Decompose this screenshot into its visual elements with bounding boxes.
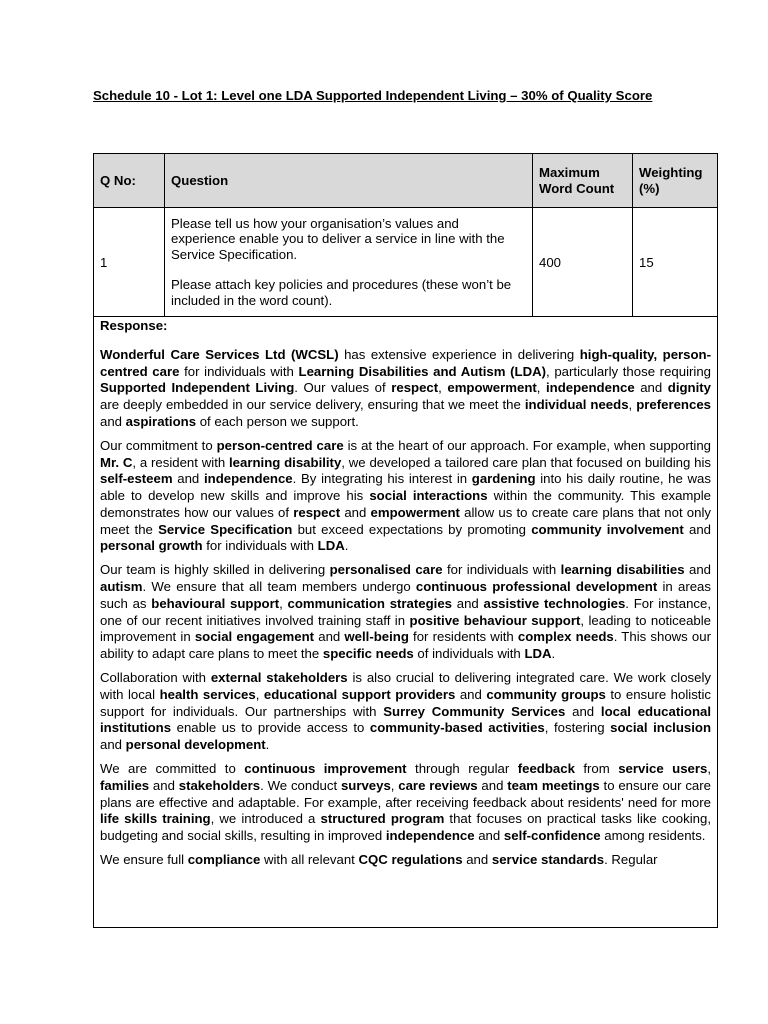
response-emphasis: social interactions (369, 488, 488, 504)
response-text: among residents. (600, 827, 706, 843)
response-emphasis: feedback (517, 761, 575, 777)
response-row (94, 317, 718, 928)
response-text: and (683, 521, 711, 537)
response-emphasis: respect (391, 380, 439, 396)
response-emphasis: dignity (667, 380, 711, 396)
cell-question (165, 208, 533, 317)
response-emphasis: complex needs (517, 629, 614, 645)
response-emphasis: individual needs (524, 397, 629, 413)
response-text: in areas such as (100, 579, 711, 611)
response-text: is at the heart of our approach. For example, when supporting (343, 438, 711, 454)
response-emphasis: LDA (317, 538, 345, 554)
response-text: , (628, 397, 637, 413)
response-emphasis: social inclusion (610, 720, 711, 736)
response-text: for residents with (408, 629, 518, 645)
response-emphasis: social engagement (194, 629, 315, 645)
response-text: allow us to create care plans that not only meet the (100, 504, 711, 537)
response-emphasis: self-esteem (100, 471, 173, 487)
response-text: through regular (406, 761, 518, 777)
response-emphasis: preferences (636, 397, 711, 413)
header-question: Question (165, 154, 533, 208)
response-paragraph (100, 670, 711, 754)
response-emphasis: health services (159, 686, 256, 702)
response-paragraph (100, 761, 711, 845)
response-emphasis: Mr. C (100, 454, 133, 470)
response-emphasis: LDA (524, 645, 552, 661)
response-emphasis: CQC regulations (358, 852, 463, 868)
response-text: Our team is highly skilled in delivering (100, 562, 330, 578)
response-text: that focuses on practical tasks like cooking, budgeting and social skills, resulting in improved (100, 811, 711, 843)
response-emphasis: independence (203, 471, 293, 487)
response-text: , (390, 777, 399, 793)
response-text: . For instance, one of our recent initiatives involved training staff in (100, 595, 711, 628)
response-text: and (684, 562, 711, 578)
response-text: and (452, 595, 484, 611)
response-emphasis: team meetings (507, 777, 600, 793)
response-emphasis: high-quality, person-centred care (100, 347, 711, 379)
response-emphasis: learning disability (229, 454, 342, 470)
response-text: and (149, 777, 179, 793)
response-text: , (536, 380, 546, 396)
response-text: , leading to noticeable improvement in (100, 612, 711, 645)
response-paragraph (100, 438, 711, 555)
response-text: and (565, 703, 601, 719)
response-emphasis: continuous professional development (415, 579, 658, 595)
response-text: , we developed a tailored care plan that focused on building his (341, 454, 711, 470)
response-text: . Our values of (294, 380, 392, 396)
response-emphasis: external stakeholders (210, 670, 348, 686)
response-text: . Regular (604, 852, 658, 868)
response-text: , (438, 380, 448, 396)
response-emphasis: families (100, 777, 150, 793)
response-emphasis: independence (385, 827, 475, 843)
response-emphasis: respect (293, 504, 341, 520)
response-text: . By integrating his interest in (292, 471, 472, 487)
response-text: to ensure our care plans are effective and adaptable. For example, after receiving feedback about residents' need for more (100, 777, 711, 810)
response-emphasis: community involvement (531, 521, 684, 537)
response-label: Response: (100, 317, 168, 333)
response-body (100, 318, 711, 927)
response-emphasis: compliance (187, 852, 261, 868)
response-text: and (100, 736, 126, 752)
response-paragraph (100, 347, 711, 431)
response-text: . This shows our ability to adapt care plans to meet the (100, 629, 711, 661)
response-emphasis: Service Specification (158, 521, 293, 537)
response-emphasis: gardening (471, 471, 536, 487)
table-row (94, 208, 718, 317)
response-emphasis: surveys (340, 777, 391, 793)
response-emphasis: specific needs (322, 645, 414, 661)
response-emphasis: autism (100, 579, 143, 595)
response-text: and (340, 504, 371, 520)
response-emphasis: service users (618, 761, 708, 777)
response-text: for individuals with (442, 562, 561, 578)
response-text: of each person we support. (196, 413, 359, 429)
response-text: , we introduced a (210, 811, 321, 827)
response-emphasis: behavioural support (151, 595, 280, 611)
response-emphasis: local educational institutions (100, 703, 711, 736)
question-table (93, 153, 718, 928)
response-emphasis: Wonderful Care Services Ltd (WCSL) (100, 347, 339, 362)
response-text: from (574, 761, 619, 777)
response-text: , particularly those requiring (546, 363, 711, 379)
response-text: Our commitment to (100, 438, 217, 454)
cell-weighting: 15 (633, 208, 718, 317)
response-emphasis: service standards (491, 852, 605, 868)
response-text: We ensure full (100, 852, 188, 868)
response-text: . (551, 645, 556, 661)
response-emphasis: Surrey Community Services (383, 703, 566, 719)
header-q-no: Q No: (94, 154, 165, 208)
response-text: but exceed expectations by promoting (292, 521, 532, 537)
response-text: and (314, 629, 345, 645)
response-text: , (255, 686, 264, 702)
response-text: and (462, 852, 492, 868)
response-text: is also crucial to delivering integrated care. We work closely with local (100, 670, 711, 702)
question-text: Please tell us how your organisation’s values and experience enable you to deliver a service in line with the Service Specification. (171, 215, 505, 262)
response-text: are deeply embedded in our service delivery, ensuring that we meet the (100, 397, 525, 413)
response-text: . We ensure that all team members undergo (142, 579, 416, 595)
response-text: has extensive experience in delivering (338, 347, 580, 362)
question-note: Please attach key policies and procedures (these won’t be included in the word count). (171, 277, 512, 308)
response-emphasis: learning disabilities (560, 562, 685, 578)
response-paragraphs (100, 347, 711, 869)
response-emphasis: care reviews (398, 777, 478, 793)
response-emphasis: personal development (125, 736, 266, 752)
response-text: and (455, 686, 487, 702)
response-emphasis: structured program (320, 811, 445, 827)
response-paragraph (100, 562, 711, 662)
response-emphasis: community-based activities (369, 720, 545, 736)
cell-max-word-count: 400 (533, 208, 633, 317)
response-text: to ensure holistic support for individuals. Our partnerships with (100, 686, 711, 719)
response-emphasis: educational support providers (263, 686, 456, 702)
response-emphasis: continuous improvement (244, 761, 407, 777)
response-emphasis: independence (546, 380, 635, 396)
response-text: , (707, 761, 711, 777)
response-text: enable us to provide access to (171, 720, 370, 736)
response-text: into his daily routine, he was able to develop new skills and improve his (100, 471, 711, 504)
response-text: of individuals with (413, 645, 525, 661)
cell-q-no: 1 (94, 208, 165, 317)
response-cell (94, 317, 718, 928)
header-weighting: Weighting (%) (633, 154, 718, 208)
table-header-row (94, 154, 718, 208)
response-text: with all relevant (260, 852, 359, 868)
header-max-word-count: Maximum Word Count (533, 154, 633, 208)
response-paragraph (100, 852, 711, 869)
response-emphasis: self-confidence (503, 827, 601, 843)
response-emphasis: community groups (486, 686, 606, 702)
response-text: and (477, 777, 508, 793)
response-text: Collaboration with (100, 670, 211, 686)
response-emphasis: person-centred care (216, 438, 344, 454)
response-emphasis: positive behaviour support (409, 612, 581, 628)
response-emphasis: personalised care (329, 562, 443, 578)
response-text: . (344, 538, 349, 554)
response-text: , fostering (544, 720, 611, 736)
response-text: and (100, 413, 126, 429)
response-text: We are committed to (100, 761, 245, 777)
response-emphasis: communication strategies (287, 595, 453, 611)
response-text: and (634, 380, 668, 396)
response-emphasis: empowerment (447, 380, 537, 396)
response-emphasis: stakeholders (178, 777, 261, 793)
response-emphasis: assistive technologies (483, 595, 626, 611)
response-emphasis: life skills training (100, 811, 211, 827)
response-emphasis: Supported Independent Living (100, 380, 295, 396)
response-text: . We conduct (260, 777, 341, 793)
response-text: for individuals with (179, 363, 299, 379)
response-text: . (265, 736, 270, 752)
response-emphasis: empowerment (370, 504, 460, 520)
document-title: Schedule 10 - Lot 1: Level one LDA Supported Independent Living – 30% of Quality Score (93, 88, 653, 103)
response-text: for individuals with (202, 538, 318, 554)
response-emphasis: Learning Disabilities and Autism (LDA) (298, 363, 547, 379)
response-text: and (172, 471, 204, 487)
response-emphasis: personal growth (100, 538, 203, 554)
response-text: and (474, 827, 504, 843)
response-emphasis: aspirations (125, 413, 197, 429)
response-text: within the community. This example demonstrates how our values of (100, 488, 711, 520)
response-text: , (279, 595, 288, 611)
response-emphasis: well-being (344, 629, 409, 645)
response-text: , a resident with (132, 454, 230, 470)
